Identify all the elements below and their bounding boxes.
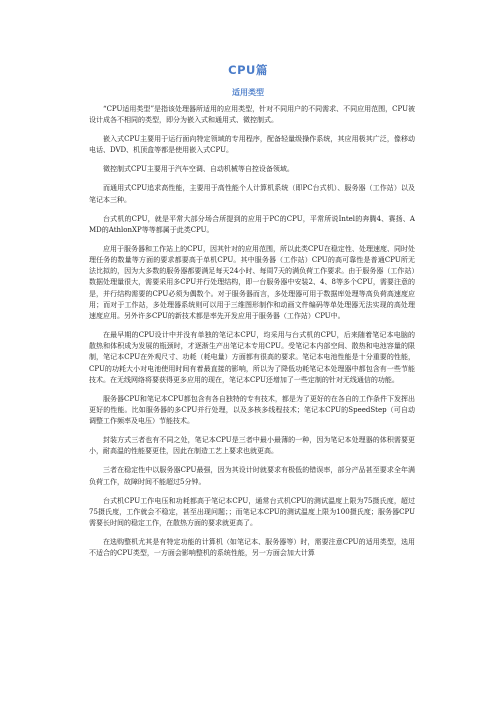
paragraph: “CPU适用类型”是指该处理器所适用的应用类型，针对不同用户的不同需求、不同应用范围，CPU被设计成各不相同的类型，即分为嵌入式和通用式、微控制式。 <box>89 105 415 125</box>
paragraph: 服务器CPU和笔记本CPU都包含有各自独特的专有技术，都是为了更好的在各自的工作条件下发挥出更好的性能。比如服务器的多CPU并行处理，以及多核多线程技术；笔记本CPU的SpeedStep（可自动调整工作频率及电压）节能技术。 <box>89 394 415 426</box>
paragraph: 应用于服务器和工作站上的CPU，因其针对的应用范围，所以此类CPU在稳定性、处理速度、同时处理任务的数量等方面的要求都要高于单机CPU。其中服务器（工作站）CPU的高可靠性是普通CPU所无法比拟的，因为大多数的服务器都要满足每天24小时、每周7天的满负荷工作要求。由于服务器（工作站）数据处理量很大，需要采用多CPU并行处理结构，即一台服务器中安装2、4、8等多个CPU，需要注意的是，并行结构需要的CPU必须为偶数个。对于服务器而言，多处理器可用于数据库处理等高负荷高速度应用；而对于工作站，多处理器系统则可以用于三维图形制作和动画文件编码等单处理器无法实现的高处理速度应用。另外许多CPU的新技术都是率先开发应用于服务器（工作站）CPU中。 <box>89 244 415 321</box>
paragraph: 台式机CPU工作电压和功耗都高于笔记本CPU，通常台式机CPU的测试温度上限为75摄氏度，超过75摄氏度，工作就会不稳定，甚至出现问题；；而笔记本CPU的测试温度上限为100摄氏度；服务器CPU需要长时间的稳定工作，在散热方面的要求就更高了。 <box>89 496 415 528</box>
paragraph: 微控制式CPU主要用于汽车空调、自动机械等自控设备领域。 <box>103 165 294 174</box>
section-heading: 适用类型 <box>232 88 264 97</box>
document-body <box>89 104 415 567</box>
paragraph: 嵌入式CPU主要用于运行面向特定领域的专用程序，配备轻量级操作系统，其应用极其广泛，像移动电话、DVD、机顶盒等都是使用嵌入式CPU。 <box>89 135 415 155</box>
document-title: CPU篇 <box>228 63 268 77</box>
paragraph: 封装方式三者也有不同之处，笔记本CPU是三者中最小最薄的一种，因为笔记本处理器的体积需要更小，耐高温的性能要更佳，因此在制造工艺上要求也就更高。 <box>89 436 415 456</box>
paragraph: 在最早期的CPU设计中并没有单独的笔记本CPU，均采用与台式机的CPU，后来随着笔记本电脑的散热和体积成为发展的瓶颈时，才逐渐生产出笔记本专用CPU。受笔记本内部空间、散热和电池容量的限制，笔记本CPU在外观尺寸、功耗（耗电量）方面都有很高的要求。笔记本电池性能是十分重要的性能，CPU的功耗大小对电池使用时间有着最直接的影响，所以为了降低功耗笔记本处理器中都包含有一些节能技术。在无线网络将要获得更多应用的现在，笔记本CPU还增加了一些定制的针对无线通信的功能。 <box>89 331 415 384</box>
paragraph: 在选购整机尤其是有特定功能的计算机（如笔记本、服务器等）时，需要注意CPU的适用类型，选用不适合的CPU类型，一方面会影响整机的系统性能，另一方面会加大计算 <box>89 538 415 558</box>
paragraph: 台式机的CPU，就是平常大部分场合所提到的应用于PC的CPU，平常所说Intel的奔腾4、赛扬、AMD的AthlonXP等等都属于此类CPU。 <box>89 214 415 234</box>
paragraph: 而通用式CPU追求高性能，主要用于高性能个人计算机系统（即PC台式机）、服务器（工作站）以及笔记本三种。 <box>89 184 415 204</box>
paragraph: 三者在稳定性中以服务器CPU最强，因为其设计时就要求有极低的错误率，部分产品甚至要求全年满负荷工作，故障时间不能超过5分钟。 <box>89 466 415 486</box>
